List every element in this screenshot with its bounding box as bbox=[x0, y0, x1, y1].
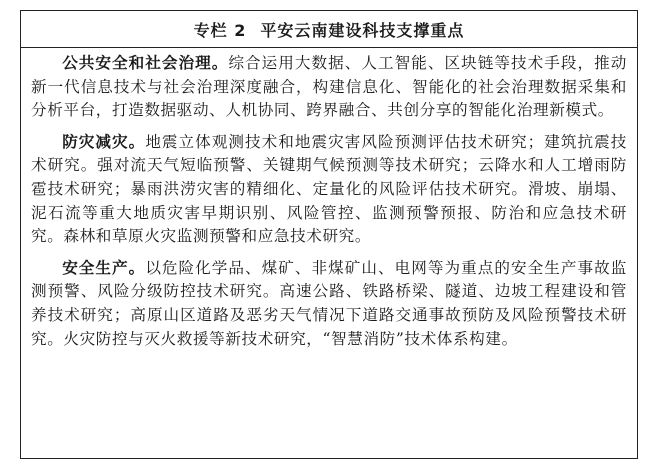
section-disaster-prevention bbox=[31, 129, 627, 249]
box-body bbox=[21, 48, 637, 351]
box-title bbox=[21, 11, 637, 48]
section-body: 以危险化学品、煤矿、非煤矿山、电网等为重点的安全生产事故监测预警、风险分级防控技术研究。高速公路、铁路桥梁、隧道、边坡工程建设和管养技术研究；高原山区道路及恶劣天气情况下道路交通事故预防及风险预警技术研究。火灾防控与灭火救援等新技术研究，“智慧消防”技术体系构建。 bbox=[31, 258, 627, 348]
sidebar-box bbox=[20, 10, 638, 459]
section-public-safety bbox=[31, 50, 627, 123]
section-heading: 安全生产。 bbox=[62, 258, 146, 277]
section-heading: 公共安全和社会治理。 bbox=[62, 54, 229, 72]
section-production-safety bbox=[31, 255, 627, 351]
section-body: 综合运用大数据、人工智能、区块链等技术手段，推动新一代信息技术与社会治理深度融合，构建信息化、智能化的社会治理数据采集和分析平台，打造数据驱动、人机协同、跨界融合、共创分享的智能化治理新模式。 bbox=[31, 54, 627, 120]
box-title-label: 专栏 2 bbox=[193, 20, 247, 40]
section-heading: 防灾减灾。 bbox=[62, 132, 146, 151]
section-body: 地震立体观测技术和地震灾害风险预测评估技术研究；建筑抗震技术研究。强对流天气短临预警、关键期气候预测等技术研究；云降水和人工增雨防雹技术研究；暴雨洪涝灾害的精细化、定量化的风险评估技术研究。滑坡、崩塌、泥石流等重大地质灾害早期识别、风险管控、监测预警预报、防治和应急技术研究。森林和草原火灾监测预警和应急技术研究。 bbox=[31, 132, 627, 246]
box-title-text: 平安云南建设科技支撑重点 bbox=[260, 20, 465, 40]
